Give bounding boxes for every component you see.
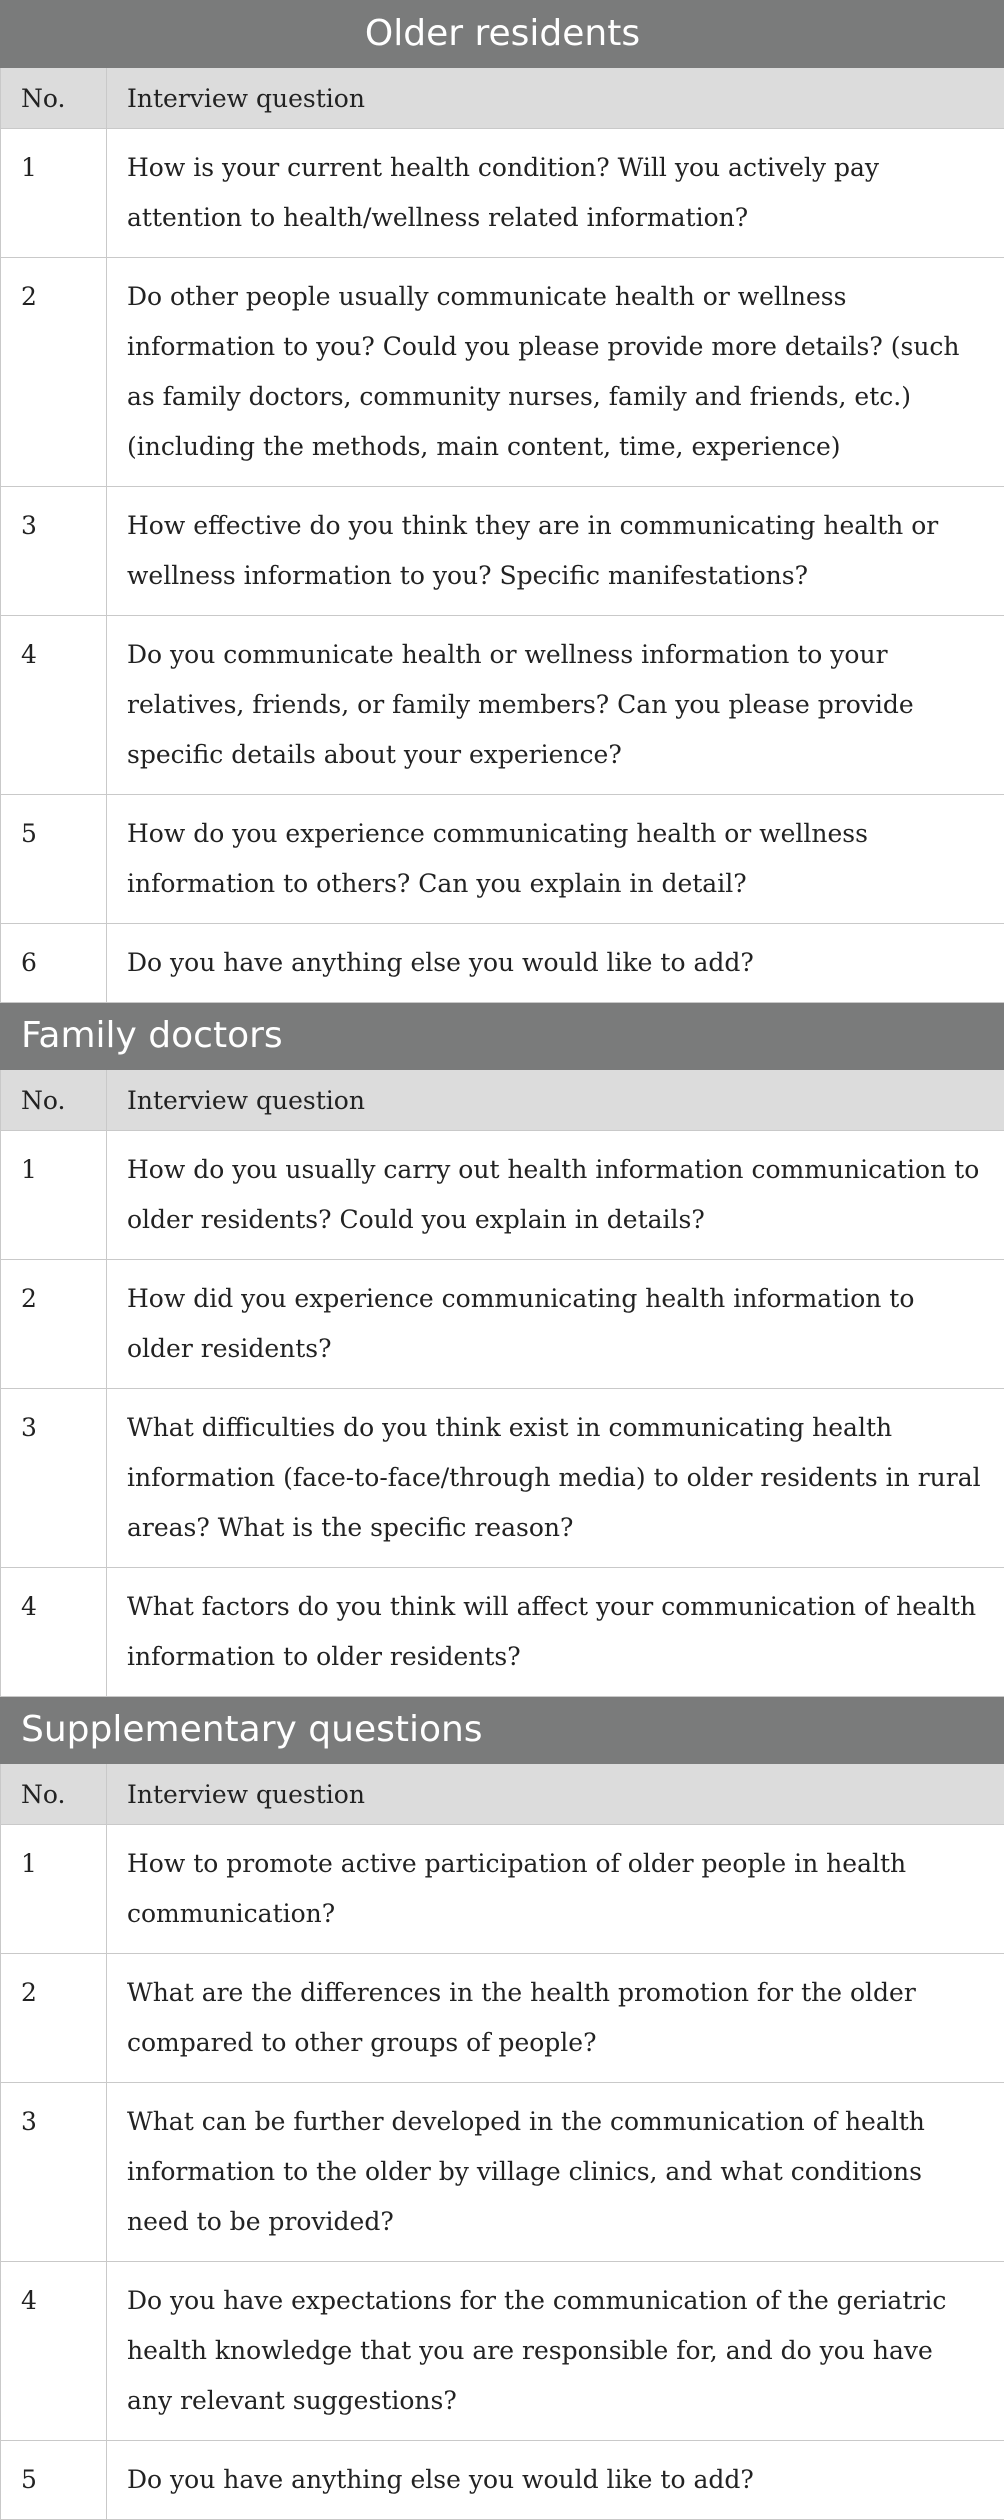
row-question: How do you experience communicating health or wellness information to others? Can you explain in detail? — [107, 795, 1004, 924]
column-header-row — [1, 1764, 1004, 1825]
row-question: How do you usually carry out health information communication to older residents? Could you explain in details? — [107, 1131, 1004, 1260]
row-question: How to promote active participation of older people in health communication? — [107, 1825, 1004, 1954]
row-question: What are the differences in the health promotion for the older compared to other groups of people? — [107, 1954, 1004, 2083]
row-number: 4 — [1, 616, 107, 795]
column-header-row — [1, 1070, 1004, 1131]
table-row — [1, 258, 1004, 487]
row-number: 2 — [1, 258, 107, 487]
row-number: 2 — [1, 1954, 107, 2083]
table-row — [1, 795, 1004, 924]
col-question-header: Interview question — [107, 1070, 1004, 1131]
table-row — [1, 2083, 1004, 2262]
row-number: 5 — [1, 2441, 107, 2520]
row-number: 6 — [1, 924, 107, 1003]
section-header-row — [1, 1697, 1004, 1764]
table-row — [1, 1260, 1004, 1389]
row-question: What difficulties do you think exist in communicating health information (face-to-face/through media) to older residents in rural areas? What is the specific reason? — [107, 1389, 1004, 1568]
row-number: 1 — [1, 1825, 107, 1954]
table-row — [1, 1389, 1004, 1568]
row-number: 2 — [1, 1260, 107, 1389]
section-header-row — [1, 1003, 1004, 1070]
row-number: 1 — [1, 129, 107, 258]
table-row — [1, 1568, 1004, 1697]
row-question: Do you have anything else you would like to add? — [107, 2441, 1004, 2520]
table-row — [1, 1954, 1004, 2083]
row-question: Do you have expectations for the communication of the geriatric health knowledge that you are responsible for, and do you have any relevant suggestions? — [107, 2262, 1004, 2441]
table-row — [1, 129, 1004, 258]
row-number: 3 — [1, 487, 107, 616]
table-row — [1, 487, 1004, 616]
row-question: Do you have anything else you would like to add? — [107, 924, 1004, 1003]
row-question: Do you communicate health or wellness information to your relatives, friends, or family members? Can you please provide specific details about your experience? — [107, 616, 1004, 795]
row-question: How is your current health condition? Will you actively pay attention to health/wellness related information? — [107, 129, 1004, 258]
col-no-header: No. — [1, 1764, 107, 1825]
row-question: What factors do you think will affect your communication of health information to older residents? — [107, 1568, 1004, 1697]
row-number: 4 — [1, 2262, 107, 2441]
col-question-header: Interview question — [107, 68, 1004, 129]
table-row — [1, 2441, 1004, 2520]
col-no-header: No. — [1, 1070, 107, 1131]
row-number: 5 — [1, 795, 107, 924]
col-no-header: No. — [1, 68, 107, 129]
row-question: How effective do you think they are in communicating health or wellness information to you? Specific manifestations? — [107, 487, 1004, 616]
row-question: How did you experience communicating health information to older residents? — [107, 1260, 1004, 1389]
row-question: Do other people usually communicate health or wellness information to you? Could you please provide more details? (such as family doctors, community nurses, family and friends, etc.) (including the methods, main content, time, experience) — [107, 258, 1004, 487]
row-number: 3 — [1, 2083, 107, 2262]
section-header-row — [1, 1, 1004, 68]
col-question-header: Interview question — [107, 1764, 1004, 1825]
row-number: 3 — [1, 1389, 107, 1568]
row-number: 1 — [1, 1131, 107, 1260]
table-row — [1, 924, 1004, 1003]
column-header-row — [1, 68, 1004, 129]
section-title: Older residents — [1, 1, 1004, 68]
table-row — [1, 616, 1004, 795]
table-row — [1, 2262, 1004, 2441]
section-title: Family doctors — [1, 1003, 1004, 1070]
table-row — [1, 1825, 1004, 1954]
table-row — [1, 1131, 1004, 1260]
row-question: What can be further developed in the communication of health information to the older by village clinics, and what conditions need to be provided? — [107, 2083, 1004, 2262]
section-title: Supplementary questions — [1, 1697, 1004, 1764]
row-number: 4 — [1, 1568, 107, 1697]
